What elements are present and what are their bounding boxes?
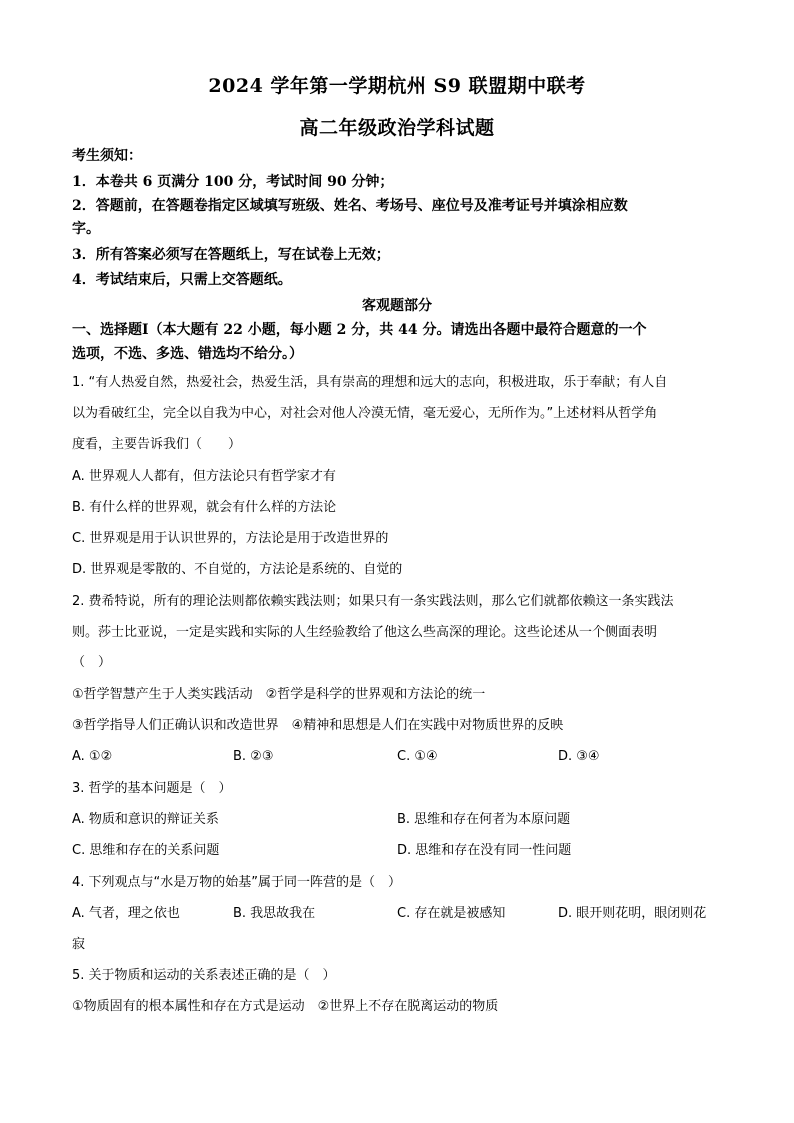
q4-stem: 4. 下列观点与“水是万物的始基”属于同一阵营的是（ ）: [72, 875, 402, 890]
q4-option-d: D. 眼开则花明，眼闭则花: [558, 906, 707, 921]
q1-stem-line2: 以为看破红尘，完全以自我为中心，对社会对他人冷漠无情，毫无爱心，无所作为。”上述材料从哲学角: [72, 406, 658, 421]
q3-option-a: A. 物质和意识的辩证关系: [72, 812, 219, 827]
q2-option-b: B. ②③: [233, 749, 274, 764]
notice-item-1: 1．本卷共 6 页满分 100 分，考试时间 90 分钟；: [72, 174, 394, 190]
notice-item-2: 2．答题前，在答题卷指定区域填写班级、姓名、考场号、座位号及准考证号并填涂相应数: [72, 198, 628, 214]
q4-option-a: A. 气者，理之依也: [72, 906, 180, 921]
q2-stem-line1: 2. 费希特说，所有的理论法则都依赖实践法则；如果只有一条实践法则，那么它们就都依赖这一条实践法: [72, 594, 674, 609]
section-instruction-line1: 一、选择题Ⅰ（本大题有 22 小题，每小题 2 分，共 44 分。请选出各题中最符合题意的一个: [72, 322, 647, 338]
q2-option-d: D. ③④: [558, 749, 600, 764]
q5-stem: 5. 关于物质和运动的关系表述正确的是（ ）: [72, 968, 336, 983]
q1-stem-line3: 度看，主要告诉我们（ ）: [72, 437, 242, 452]
q2-statement-1: ①哲学智慧产生于人类实践活动 ②哲学是科学的世界观和方法论的统一: [72, 687, 486, 702]
q3-option-d: D. 思维和存在没有同一性问题: [397, 843, 572, 858]
section-title: 客观题部分: [362, 298, 432, 314]
q3-option-b: B. 思维和存在何者为本原问题: [397, 812, 571, 827]
q1-option-b: B. 有什么样的世界观，就会有什么样的方法论: [72, 500, 337, 515]
notice-heading: 考生须知：: [72, 148, 142, 164]
q2-stem-line2: 则。莎士比亚说，一定是实践和实际的人生经验教给了他这么些高深的理论。这些论述从一个侧面表明: [72, 625, 658, 640]
q1-stem-line1: 1. “有人热爱自然，热爱社会，热爱生活，具有崇高的理想和远大的志向，积极进取，乐于奉献；有人自: [72, 375, 668, 390]
q3-option-c: C. 思维和存在的关系问题: [72, 843, 220, 858]
q2-statement-2: ③哲学指导人们正确认识和改造世界 ④精神和思想是人们在实践中对物质世界的反映: [72, 718, 564, 733]
q3-stem: 3. 哲学的基本问题是（ ）: [72, 781, 232, 796]
section-instruction-line2: 选项，不选、多选、错选均不给分。）: [72, 346, 303, 362]
exam-title: 2024 学年第一学期杭州 S9 联盟期中联考: [208, 75, 586, 97]
q5-statement-1: ①物质固有的根本属性和存在方式是运动 ②世界上不存在脱离运动的物质: [72, 999, 499, 1014]
notice-item-4: 4．考试结束后，只需上交答题纸。: [72, 272, 292, 288]
q1-option-d: D. 世界观是零散的、不自觉的，方法论是系统的、自觉的: [72, 562, 403, 577]
notice-item-2-wrap: 字。: [72, 221, 100, 237]
q4-option-b: B. 我思故我在: [233, 906, 316, 921]
notice-item-3: 3．所有答案必须写在答题纸上，写在试卷上无效；: [72, 247, 390, 263]
q2-stem-line3: （ ）: [72, 655, 112, 670]
exam-subtitle: 高二年级政治学科试题: [299, 117, 495, 139]
q2-option-c: C. ①④: [397, 749, 438, 764]
q4-option-c: C. 存在就是被感知: [397, 906, 506, 921]
q1-option-c: C. 世界观是用于认识世界的，方法论是用于改造世界的: [72, 531, 389, 546]
q4-option-d-wrap: 寂: [72, 937, 86, 952]
q1-option-a: A. 世界观人人都有，但方法论只有哲学家才有: [72, 469, 336, 484]
q2-option-a: A. ①②: [72, 749, 113, 764]
